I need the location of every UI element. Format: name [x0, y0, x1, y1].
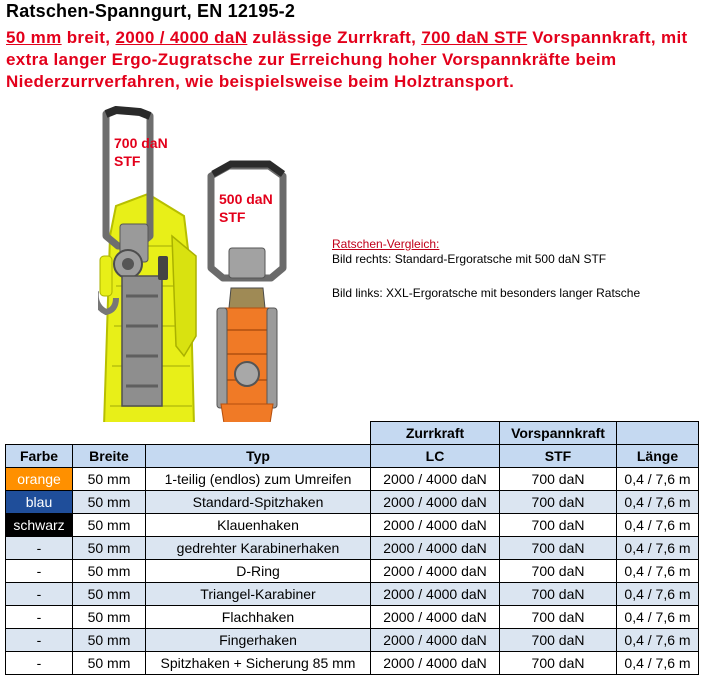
cell-typ: Standard-Spitzhaken [146, 491, 371, 514]
cell-typ: Triangel-Karabiner [146, 583, 371, 606]
group-header-vorspannkraft: Vorspannkraft [500, 422, 617, 445]
col-header-stf: STF [500, 445, 617, 468]
group-header-zurrkraft: Zurrkraft [371, 422, 500, 445]
lc-value: 2000 / 4000 daN [115, 28, 248, 47]
cell-laenge: 0,4 / 7,6 m [617, 652, 699, 675]
cell-farbe: - [6, 629, 73, 652]
table-row [6, 537, 699, 560]
col-header-laenge: Länge [617, 445, 699, 468]
cell-farbe: blau [6, 491, 73, 514]
cell-laenge: 0,4 / 7,6 m [617, 514, 699, 537]
cell-stf: 700 daN [500, 491, 617, 514]
cell-breite: 50 mm [73, 652, 146, 675]
cell-farbe: - [6, 652, 73, 675]
left-label-line2: STF [114, 153, 141, 169]
cell-stf: 700 daN [500, 514, 617, 537]
col-header-breite: Breite [73, 445, 146, 468]
cell-lc: 2000 / 4000 daN [371, 629, 500, 652]
cell-laenge: 0,4 / 7,6 m [617, 491, 699, 514]
cell-lc: 2000 / 4000 daN [371, 468, 500, 491]
cell-breite: 50 mm [73, 583, 146, 606]
cell-farbe: schwarz [6, 514, 73, 537]
cell-typ: Spitzhaken + Sicherung 85 mm [146, 652, 371, 675]
stf-value: 700 daN STF [421, 28, 528, 47]
table-row [6, 652, 699, 675]
col-header-lc: LC [371, 445, 500, 468]
cell-lc: 2000 / 4000 daN [371, 606, 500, 629]
cell-lc: 2000 / 4000 daN [371, 491, 500, 514]
cell-lc: 2000 / 4000 daN [371, 560, 500, 583]
cell-stf: 700 daN [500, 468, 617, 491]
cell-typ: Klauenhaken [146, 514, 371, 537]
ratchet-comparison [332, 237, 640, 301]
left-image-label [114, 134, 168, 170]
table-row [6, 583, 699, 606]
cell-lc: 2000 / 4000 daN [371, 537, 500, 560]
comparison-line-right: Bild rechts: Standard-Ergoratsche mit 500 daN STF [332, 252, 607, 266]
cell-laenge: 0,4 / 7,6 m [617, 606, 699, 629]
cell-lc: 2000 / 4000 daN [371, 514, 500, 537]
width-value: 50 mm [6, 28, 62, 47]
table-header-row [6, 445, 699, 468]
table-row [6, 468, 699, 491]
cell-stf: 700 daN [500, 629, 617, 652]
cell-laenge: 0,4 / 7,6 m [617, 560, 699, 583]
cell-stf: 700 daN [500, 537, 617, 560]
comparison-heading: Ratschen-Vergleich: [332, 237, 440, 251]
table-row [6, 560, 699, 583]
table-row [6, 606, 699, 629]
cell-stf: 700 daN [500, 583, 617, 606]
cell-stf: 700 daN [500, 560, 617, 583]
cell-breite: 50 mm [73, 514, 146, 537]
cell-laenge: 0,4 / 7,6 m [617, 468, 699, 491]
product-spec-table [5, 421, 699, 675]
col-header-farbe: Farbe [6, 445, 73, 468]
table-row [6, 491, 699, 514]
cell-laenge: 0,4 / 7,6 m [617, 537, 699, 560]
width-suffix: breit, [61, 28, 116, 47]
product-description [6, 27, 706, 93]
left-label-line1: 700 daN [114, 135, 168, 151]
lc-suffix: zulässige Zurrkraft, [247, 28, 422, 47]
cell-typ: 1-teilig (endlos) zum Umreifen [146, 468, 371, 491]
cell-farbe: - [6, 583, 73, 606]
cell-breite: 50 mm [73, 491, 146, 514]
cell-stf: 700 daN [500, 606, 617, 629]
col-header-typ: Typ [146, 445, 371, 468]
cell-breite: 50 mm [73, 537, 146, 560]
cell-lc: 2000 / 4000 daN [371, 583, 500, 606]
right-label-line1: 500 daN [219, 191, 273, 207]
cell-lc: 2000 / 4000 daN [371, 652, 500, 675]
table-row [6, 629, 699, 652]
cell-typ: gedrehter Karabinerhaken [146, 537, 371, 560]
comparison-line-left: Bild links: XXL-Ergoratsche mit besonders langer Ratsche [332, 286, 641, 300]
cell-typ: Flachhaken [146, 606, 371, 629]
cell-breite: 50 mm [73, 606, 146, 629]
cell-stf: 700 daN [500, 652, 617, 675]
cell-farbe: orange [6, 468, 73, 491]
cell-breite: 50 mm [73, 560, 146, 583]
stf-suffix: Vorspannkraft, mit extra langer Ergo-Zugratsche zur Erreichung hoher Vorspannkräfte beim Niederzurrverfahren, wie beispielsweise beim Holztransport. [6, 28, 688, 91]
right-image-label [219, 190, 273, 226]
cell-farbe: - [6, 606, 73, 629]
table-group-header-row [6, 422, 699, 445]
cell-laenge: 0,4 / 7,6 m [617, 629, 699, 652]
cell-breite: 50 mm [73, 468, 146, 491]
cell-farbe: - [6, 560, 73, 583]
cell-breite: 50 mm [73, 629, 146, 652]
cell-typ: D-Ring [146, 560, 371, 583]
cell-laenge: 0,4 / 7,6 m [617, 583, 699, 606]
cell-farbe: - [6, 537, 73, 560]
right-label-line2: STF [219, 209, 246, 225]
table-row [6, 514, 699, 537]
cell-typ: Fingerhaken [146, 629, 371, 652]
page-title: Ratschen-Spanngurt, EN 12195-2 [6, 1, 296, 21]
